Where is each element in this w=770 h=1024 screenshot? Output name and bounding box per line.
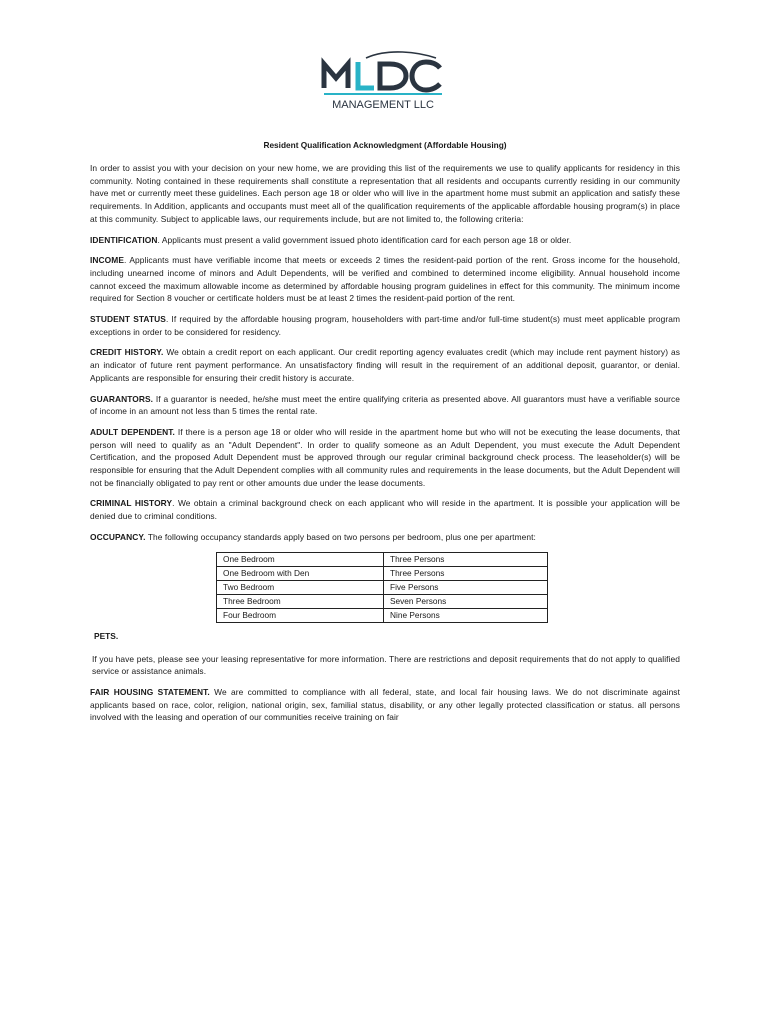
mldc-logo-icon	[318, 50, 448, 112]
section-body: The following occupancy standards apply based on two persons per bedroom, plus one per apartment:	[145, 531, 536, 542]
section-body: We are committed to compliance with all federal, state, and local fair housing laws. We do not discriminate against applicants based on race, color, religion, national origin, sex, familial status, disability, or any other legally protected classification or status. all persons involved with the leasing and operation of our communities receive training on fair	[90, 686, 680, 723]
section-heading: IDENTIFICATION	[90, 234, 158, 245]
table-cell-unit: Three Bedroom	[217, 594, 384, 608]
table-row	[217, 594, 548, 608]
table-cell-max: Three Persons	[384, 566, 548, 580]
occupancy-table	[216, 552, 548, 623]
table-cell-max: Seven Persons	[384, 594, 548, 608]
table-row	[217, 608, 548, 622]
income-section	[90, 254, 680, 305]
adult-dependent-section	[90, 426, 680, 490]
logo-tagline: MANAGEMENT LLC	[332, 99, 434, 111]
company-logo	[318, 50, 448, 112]
intro-paragraph: In order to assist you with your decision on your new home, we are providing this list of the requirements we use to qualify applicants for residency in this community. Noting contained in these requirements shall constitute a representation that all residents and occupants currently residing in our community have met or currently meet these guidelines. Each person age 18 or older who will live in the apartment home must submit an application and satisfy these requirements. In Addition, applicants and occupants must meet all of the qualification requirements of the applicable affordable housing program(s) in place at this community. Subject to applicable laws, our requirements include, but are not limited to, the following criteria:	[90, 163, 680, 224]
criminal-history-section	[90, 497, 680, 522]
student-status-section	[90, 313, 680, 338]
table-row	[217, 552, 548, 566]
section-heading: GUARANTORS.	[90, 393, 154, 404]
section-heading: CREDIT HISTORY.	[90, 347, 164, 358]
section-body: We obtain a credit report on each applicant. Our credit reporting agency evaluates credit (which may include rent payment history) as an indicator of future rent payment performance. An unsatisfactory finding will result in the requirement of an additional deposit, guarantor, or denial. Applicants are responsible for ensuring their credit history is accurate.	[90, 347, 681, 383]
pets-section: If you have pets, please see your leasing representative for more information. There are restrictions and deposit requirements that do not apply to qualified service or assistance animals.	[92, 653, 680, 677]
table-cell-unit: One Bedroom with Den	[217, 566, 384, 580]
section-body: . We obtain a criminal background check on each applicant who will reside in the apartment. It is possible your application will be denied due to criminal conditions.	[90, 498, 681, 522]
pets-heading: PETS.	[94, 630, 119, 641]
occupancy-section	[90, 531, 680, 544]
section-body: . If required by the affordable housing program, householders with part-time and/or full-time student(s) must meet applicable program exceptions in order to be considered for residency.	[90, 314, 681, 337]
table-row	[217, 566, 548, 580]
table-cell-max: Five Persons	[384, 580, 548, 594]
section-heading: ADULT DEPENDENT.	[90, 426, 175, 437]
section-body: If a guarantor is needed, he/she must meet the entire qualifying criteria as presented above. All guarantors must have a verifiable source of income in an amount not less than 5 times the rental rate.	[90, 393, 680, 417]
guarantors-section	[90, 393, 680, 418]
table-cell-unit: Two Bedroom	[217, 580, 384, 594]
fair-housing-section	[90, 686, 680, 724]
section-body: . Applicants must present a valid government issued photo identification card for each person age 18 or older.	[157, 234, 572, 245]
section-heading: CRIMINAL HISTORY	[90, 498, 173, 509]
section-heading: FAIR HOUSING STATEMENT.	[90, 686, 210, 697]
section-body: . Applicants must have verifiable income that meets or exceeds 2 times the resident-paid portion of the rent. Gross income for the household, including unearned income of minors and Adult Dependents, will be verified and combined to determined income eligibility. Annual household income cannot exceed the maximum allowable income as determined by affordable housing program guidelines in effect for this community. The minimum income required for Section 8 voucher or certificate holders must be at least 2 times the resident-paid portion of the rent.	[90, 255, 680, 304]
table-cell-max: Three Persons	[384, 552, 548, 566]
section-heading: INCOME	[90, 255, 124, 266]
credit-history-section	[90, 346, 680, 384]
section-heading: OCCUPANCY.	[90, 531, 146, 542]
table-row	[217, 580, 548, 594]
table-cell-max: Nine Persons	[384, 608, 548, 622]
identification-section	[90, 234, 680, 247]
table-cell-unit: Four Bedroom	[217, 608, 384, 622]
table-cell-unit: One Bedroom	[217, 552, 384, 566]
section-body: If there is a person age 18 or older who will reside in the apartment home but who will not be executing the lease documents, that person will need to qualify as an "Adult Dependent". In order to qualify someone as an Adult Dependent, you must execute the Adult Dependent Certification, and the proposed Adult Dependent must be approved through our regular criminal background check process. The leaseholder(s) will be responsible for ensuring that the Adult Dependent complies with all community rules and requirements in the lease documents, but the Adult Dependent will not be financially obligated to pay rent or other amounts due under the lease documents.	[90, 426, 680, 488]
document-body	[90, 140, 680, 732]
section-heading: STUDENT STATUS	[90, 314, 166, 325]
document-title: Resident Qualification Acknowledgment (Affordable Housing)	[263, 140, 507, 150]
